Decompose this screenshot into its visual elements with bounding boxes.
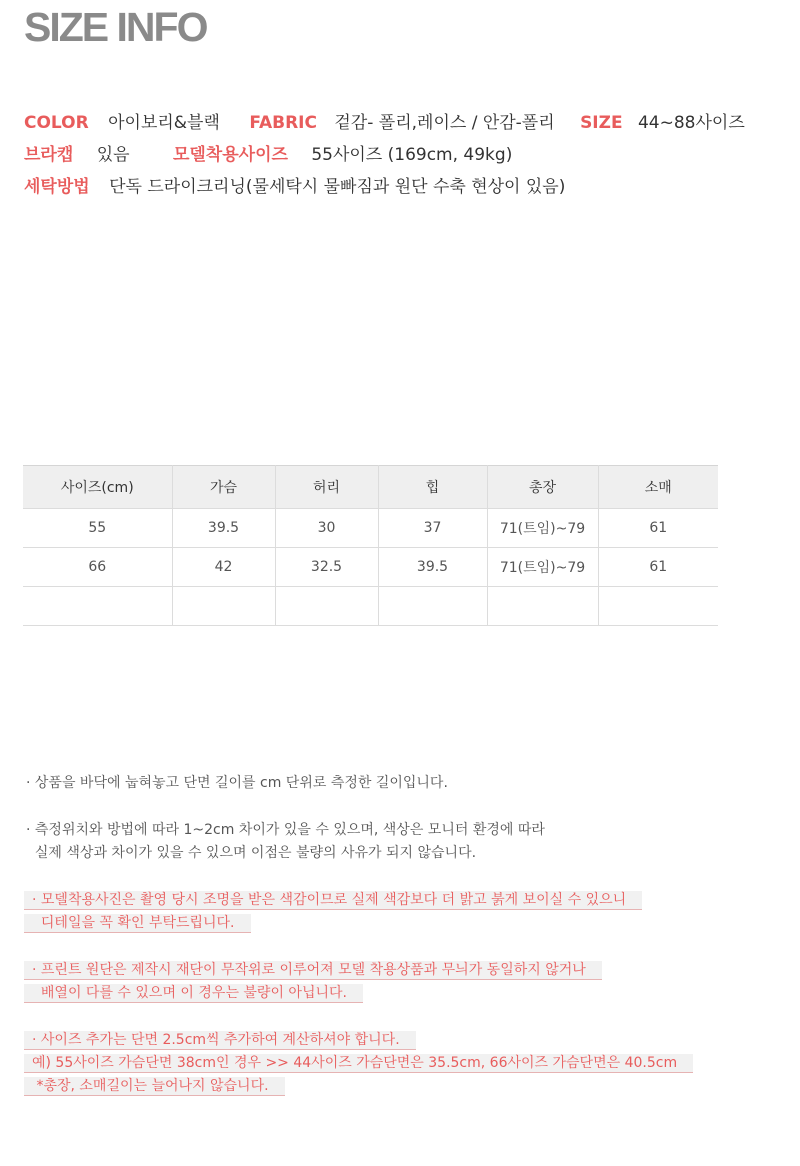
info-row-2 (24, 142, 745, 174)
table-cell: 61 (598, 509, 718, 548)
table-cell: 71(트임)~79 (487, 548, 598, 587)
info-row-3 (24, 174, 745, 206)
size-value: 44~88사이즈 (637, 113, 745, 133)
table-cell: 71(트임)~79 (487, 509, 598, 548)
wash-value: 단독 드라이크리닝(물세탁시 물빠짐과 원단 수축 현상이 있음) (109, 177, 566, 197)
table-row (23, 548, 718, 587)
table-cell: 39.5 (378, 548, 487, 587)
table-cell (598, 587, 718, 626)
note-line: 예) 55사이즈 가슴단면 38cm인 경우 >> 44사이즈 가슴단면은 35.5cm, 66사이즈 가슴단면은 40.5cm (24, 1054, 693, 1073)
model-size-value: 55사이즈 (169cm, 49kg) (311, 145, 513, 165)
note-line: · 프린트 원단은 제작시 재단이 무작위로 이루어져 모델 착용상품과 무늬가 동일하지 않거나 (24, 961, 602, 980)
note-print-fabric (26, 959, 693, 1005)
info-row-1 (24, 110, 745, 142)
note-measure (26, 772, 693, 795)
table-cell (378, 587, 487, 626)
table-cell: 61 (598, 548, 718, 587)
table-cell: 32.5 (275, 548, 378, 587)
table-cell: 55 (23, 509, 172, 548)
table-cell (275, 587, 378, 626)
table-cell: 37 (378, 509, 487, 548)
note-line: 실제 색상과 차이가 있을 수 있으며 이점은 불량의 사유가 되지 않습니다. (26, 845, 477, 861)
page-title: SIZE INFO (24, 4, 207, 50)
size-label: SIZE (580, 113, 623, 133)
note-size-calc (26, 1029, 693, 1098)
note-line: · 상품을 바닥에 눕혀놓고 단면 길이를 cm 단위로 측정한 길이입니다. (26, 775, 448, 791)
model-size-label: 모델착용사이즈 (172, 145, 288, 165)
notes (26, 772, 693, 1122)
note-line: *총장, 소매길이는 늘어나지 않습니다. (24, 1077, 285, 1096)
note-line: · 모델착용사진은 촬영 당시 조명을 받은 색감이므로 실제 색감보다 더 밝고 붉게 보이실 수 있으니 (24, 891, 642, 910)
table-cell: 42 (172, 548, 275, 587)
size-table-header (23, 466, 718, 509)
wash-label: 세탁방법 (24, 177, 90, 197)
product-info (24, 110, 745, 206)
bracap-value: 있음 (96, 145, 130, 165)
header-cell: 사이즈(cm) (23, 466, 172, 509)
table-cell (487, 587, 598, 626)
table-cell (172, 587, 275, 626)
note-line: · 측정위치와 방법에 따라 1~2cm 차이가 있을 수 있으며, 색상은 모니터 환경에 따라 (26, 822, 545, 838)
fabric-label: FABRIC (249, 113, 317, 133)
table-row (23, 587, 718, 626)
note-line: 디테일을 꼭 확인 부탁드립니다. (24, 914, 251, 933)
table-cell: 30 (275, 509, 378, 548)
header-cell: 소매 (598, 466, 718, 509)
table-cell: 39.5 (172, 509, 275, 548)
header-cell: 총장 (487, 466, 598, 509)
note-line: 배열이 다를 수 있으며 이 경우는 불량이 아닙니다. (24, 984, 363, 1003)
size-table (23, 465, 718, 626)
fabric-value: 겉감- 폴리,레이스 / 안감-폴리 (334, 113, 555, 133)
header-cell: 허리 (275, 466, 378, 509)
header-cell: 힙 (378, 466, 487, 509)
note-line: · 사이즈 추가는 단면 2.5cm씩 추가하여 계산하셔야 합니다. (24, 1031, 416, 1050)
header-cell: 가슴 (172, 466, 275, 509)
bracap-label: 브라캡 (24, 145, 74, 165)
table-cell: 66 (23, 548, 172, 587)
note-variance (26, 819, 693, 865)
table-cell (23, 587, 172, 626)
color-value: 아이보리&블랙 (108, 113, 220, 133)
table-row (23, 509, 718, 548)
note-model-photo (26, 889, 693, 935)
color-label: COLOR (24, 113, 89, 133)
